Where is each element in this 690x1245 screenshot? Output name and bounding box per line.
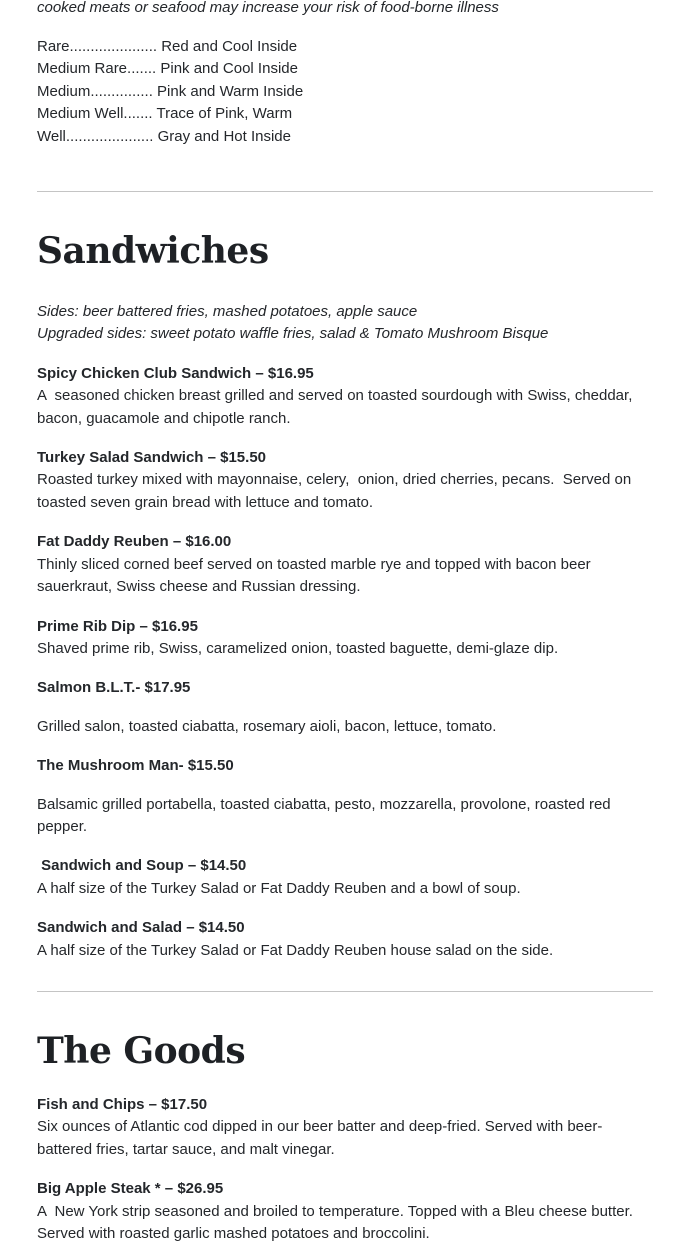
doneness-line-rare: Rare..................... Red and Cool Inside [37,38,298,55]
menu-item-name: Prime Rib Dip – $16.95 [37,617,198,635]
food-safety-disclaimer: cooked meats or seafood may increase your risk of food-borne illness [37,0,499,16]
menu-item-name: Spicy Chicken Club Sandwich – $16.95 [37,364,314,382]
menu-item-fish-and-chips [37,1094,653,1161]
menu-item-spicy-chicken-club [37,363,653,430]
doneness-line-well: Well..................... Gray and Hot Inside [37,127,291,145]
menu-item-sandwich-and-soup [37,855,653,900]
menu-item-description: Thinly sliced corned beef served on toasted marble rye and topped with bacon beer sauerkraut, Swiss cheese and Russian dressing. [37,555,595,596]
menu-item-salmon-blt [37,677,653,738]
menu-item-mushroom-man [37,755,653,838]
menu-item-description: Roasted turkey mixed with mayonnaise, celery, onion, dried cherries, pecans. Served on toasted seven grain bread with lettuce and tomato. [37,471,636,511]
menu-item-description: A half size of the Turkey Salad or Fat Daddy Reuben and a bowl of soup. [37,879,521,897]
menu-item-description: Balsamic grilled portabella, toasted ciabatta, pesto, mozzarella, provolone, roasted red pepper. [37,795,615,835]
doneness-line-medium: Medium............... Pink and Warm Inside [37,82,304,100]
menu-item-big-apple-steak [37,1178,653,1245]
sides-note: Sides: beer battered fries, mashed potatoes, apple sauce [37,303,418,321]
menu-item-description: Grilled salon, toasted ciabatta, rosemary aioli, bacon, lettuce, tomato. [37,717,497,735]
menu-item-name: Fish and Chips – $17.50 [37,1095,208,1113]
menu-item-description: A seasoned chicken breast grilled and served on toasted sourdough with Swiss, cheddar, bacon, guacamole and chipotle ranch. [37,387,637,427]
section-sandwiches [37,231,653,962]
menu-item-description: Shaved prime rib, Swiss, caramelized onion, toasted baguette, demi-glaze dip. [37,639,559,657]
menu-item-description: Six ounces of Atlantic cod dipped in our beer batter and deep-fried. Served with beer-battered fries, tartar sauce, and malt vinegar. [37,1118,603,1158]
menu-item-name: Salmon B.L.T.- $17.95 [37,679,191,697]
upgraded-sides-note: Upgraded sides: sweet potato waffle fries, salad & Tomato Mushroom Bisque [37,325,549,343]
section-the-goods [37,1031,653,1245]
section-divider [37,191,653,192]
section-title-sandwiches: Sandwiches [37,230,269,273]
menu-item-sandwich-and-salad [37,917,653,962]
menu-item-description: A half size of the Turkey Salad or Fat Daddy Reuben house salad on the side. [37,941,554,959]
doneness-line-medium-rare: Medium Rare....... Pink and Cool Inside [37,60,298,78]
menu-item-description: A New York strip seasoned and broiled to temperature. Topped with a Bleu cheese butter. Served with roasted garlic mashed potatoes and broccolini. [37,1202,638,1242]
menu-item-name: The Mushroom Man- $15.50 [37,757,234,775]
menu-item-turkey-salad-sandwich [37,447,653,514]
menu-item-fat-daddy-reuben [37,531,653,598]
doneness-line-medium-well: Medium Well....... Trace of Pink, Warm [37,105,293,123]
menu-item-name: Turkey Salad Sandwich – $15.50 [37,449,266,467]
menu-item-name: Sandwich and Salad – $14.50 [37,919,245,937]
menu-item-prime-rib-dip [37,616,653,661]
sides-notes [37,301,653,346]
section-title-the-goods: The Goods [37,1029,246,1072]
section-divider [37,991,653,992]
menu-item-name: Big Apple Steak * – $26.95 [37,1180,224,1198]
doneness-guide [37,36,653,148]
menu-item-name: Sandwich and Soup – $14.50 [37,857,247,875]
menu-item-name: Fat Daddy Reuben – $16.00 [37,533,232,551]
